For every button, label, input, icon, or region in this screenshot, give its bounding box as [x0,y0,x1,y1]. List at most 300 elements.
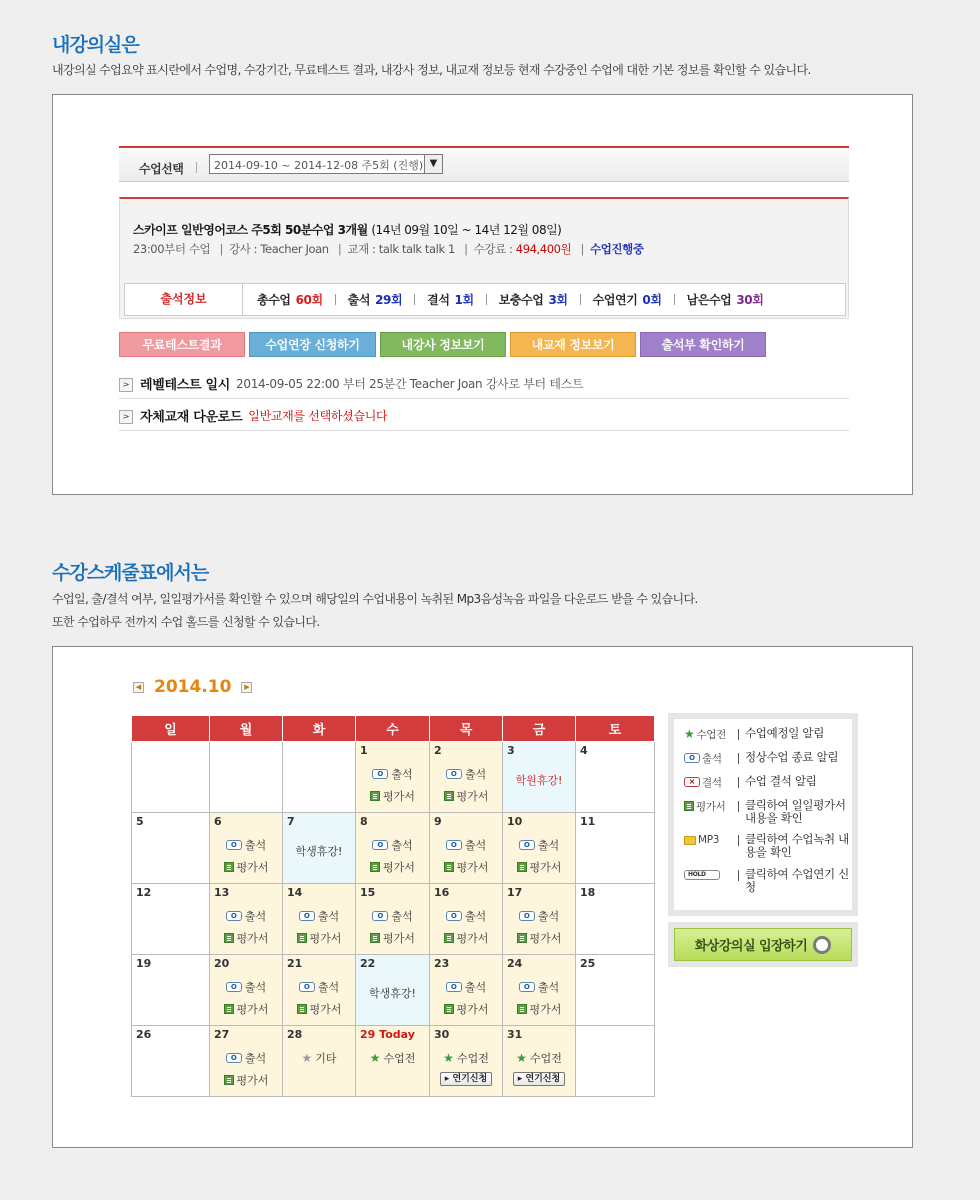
attendance-stat-label: 총수업 [257,293,291,307]
attendance-icon: O [446,769,462,779]
student-holiday-label: 학생휴강! [295,845,343,858]
evaluation-icon [517,1004,527,1014]
star-green-icon: ★ [443,1051,454,1065]
attendance-entry[interactable] [210,908,282,924]
attendance-stat [348,291,402,308]
attendance-icon: O [372,911,388,921]
attendance-stat-value: 29회 [375,293,403,307]
divider [738,835,739,846]
evaluation-link-label: 평가서 [383,790,415,803]
attendance-entry[interactable] [503,979,575,995]
evaluation-link-label: 평가서 [529,1003,562,1016]
evaluation-link[interactable] [430,930,502,946]
evaluation-link-label: 평가서 [236,861,269,874]
attendance-entry[interactable] [356,837,429,853]
attendance-stat-label: 수업연기 [592,293,638,307]
attendance-entry[interactable] [430,837,502,853]
section2-description-2: 또한 수업하루 전까지 수업 홀드를 신청할 수 있습니다. [52,615,320,629]
calendar-day [283,1026,356,1097]
legend-description: 클릭하여 수업연기 신청 [745,867,849,894]
school-holiday-label: 학원휴강! [515,774,563,787]
evaluation-link-label: 평가서 [456,790,489,803]
before-class-entry[interactable] [356,1050,429,1066]
level-test-label: 레벨테스트 일시 [140,377,231,393]
attendance-entry-label: 출석 [537,839,560,852]
day-number: 1 [360,744,368,757]
schedule-calendar [131,715,655,1097]
day-number: 14 [287,886,303,899]
evaluation-link[interactable] [356,930,429,946]
divider [738,801,739,812]
calendar-day [430,1026,503,1097]
calendar-week [132,884,655,955]
legend-item [684,868,857,894]
day-number: 13 [214,886,230,899]
etc-entry-label: 기타 [315,1052,337,1065]
before-class-entry[interactable] [430,1050,502,1066]
divider [738,870,739,881]
evaluation-link[interactable] [210,930,282,946]
course-details: 23:00부터 수업 | 강사 : Teacher Joan | 교재 : talk talk talk 1 | 수강료 : 494,400원 | 수업진행중 [133,242,644,256]
attendance-icon: O [519,840,535,850]
calendar-day [283,884,356,955]
day-number: 25 [580,957,596,970]
star-green-icon: ★ [516,1051,527,1065]
attendance-stat-value: 0회 [642,293,662,307]
calendar-week [132,813,655,884]
attendance-stat-value: 30회 [736,293,764,307]
evaluation-icon [370,791,380,801]
attendance-entry[interactable] [283,908,355,924]
day-number: 12 [136,886,152,899]
calendar-day [132,742,210,813]
attendance-entry-label: 출석 [464,981,487,994]
day-number: 6 [214,815,222,828]
legend-description: 수업예정일 알림 [745,726,825,740]
attendance-icon: O [299,911,315,921]
course-teacher: 강사 : Teacher Joan [228,242,329,256]
download-label[interactable]: 자체교재 다운로드 [140,409,243,425]
course-select-value: 2014-09-10 ~ 2014-12-08 주5회 (진행) [214,159,424,172]
folder-icon [684,836,696,845]
divider [738,777,739,788]
attendance-stat-label: 보충수업 [498,293,544,307]
before-class-entry-label: 수업전 [456,1052,489,1065]
attendance-book-button[interactable]: 출석부 확인하기 [640,332,766,357]
delay-request-row [430,1072,502,1086]
evaluation-link-label: 평가서 [383,932,415,945]
attendance-entry-label: 출석 [244,1052,267,1065]
calendar-week [132,1026,655,1097]
calendar-day [283,955,356,1026]
before-class-entry[interactable] [503,1050,575,1066]
evaluation-icon [297,1004,307,1014]
attendance-entry-label: 출석 [244,910,267,923]
legend-key [684,833,734,847]
headset-icon [813,936,831,954]
attendance-entry-label: 출석 [537,910,560,923]
evaluation-icon [444,862,454,872]
calendar-day [132,884,210,955]
extend-course-button[interactable]: 수업연장 신청하기 [249,332,376,357]
attendance-entry[interactable] [210,1050,282,1066]
fee-label: 수강료 : [473,242,513,256]
evaluation-link[interactable] [210,1001,282,1017]
calendar-day [132,955,210,1026]
attendance-entry[interactable] [503,908,575,924]
prev-month-icon[interactable]: ◀ [133,682,144,693]
evaluation-link-label: 평가서 [456,861,489,874]
attendance-icon: O [446,982,462,992]
attendance-icon: O [299,982,315,992]
legend-panel [668,713,858,916]
calendar-day [210,813,283,884]
attendance-stat-label: 남은수업 [686,293,732,307]
calendar-day [576,742,655,813]
course-select-dropdown[interactable] [209,154,443,174]
day-number: 30 [434,1028,450,1041]
attendance-entry[interactable] [283,979,355,995]
course-period: (14년 09월 10일 ~ 14년 12월 08일) [371,223,562,237]
attendance-label: 출석정보 [125,284,243,315]
star-green-icon: ★ [369,1051,381,1065]
attendance-entry-label: 출석 [244,981,267,994]
attendance-entry-label: 출석 [391,839,413,852]
attendance-entry-label: 출석 [537,981,560,994]
evaluation-icon [517,933,527,943]
section2-title: 수강스케줄표에서는 [52,562,209,584]
calendar-day [503,884,576,955]
legend-key [684,775,734,789]
day-number [360,1028,415,1041]
evaluation-icon [444,1004,454,1014]
evaluation-icon [444,791,454,801]
chevron-down-icon[interactable]: ▼ [424,155,442,173]
attendance-stat-value: 1회 [454,293,474,307]
evaluation-link-label: 평가서 [456,932,489,945]
current-month: 2014.10 [154,677,232,697]
section1-title: 내강의실은 [52,34,139,56]
evaluation-link-label: 평가서 [529,932,562,945]
action-buttons [119,332,766,357]
divider [738,729,739,740]
calendar-day [283,813,356,884]
hold-icon [684,870,720,880]
attendance-icon: O [446,911,462,921]
attendance-icon: O [446,840,462,850]
calendar-day [356,955,430,1026]
divider [674,294,675,305]
calendar-day [210,955,283,1026]
schedule-panel [52,646,913,1148]
delay-request-row [503,1072,575,1086]
evaluation-link[interactable] [356,788,429,804]
evaluation-link[interactable] [283,1001,355,1017]
attendance-entry-label: 출석 [464,768,487,781]
day-number: 20 [214,957,230,970]
attendance-entry-label: 출석 [464,910,487,923]
course-select-label: 수업선택 [139,162,184,176]
day-number: 9 [434,815,442,828]
day-number: 31 [507,1028,523,1041]
attendance-stat-label: 출석 [347,293,371,307]
legend-item [684,751,857,765]
weekday-header: 월 [210,716,283,742]
legend-item [684,833,857,859]
weekday-header: 화 [283,716,356,742]
evaluation-icon [684,801,694,811]
absence-icon: × [684,777,700,787]
evaluation-link[interactable] [210,859,282,875]
legend-key-label: 출석 [702,752,722,765]
attendance-icon: O [226,1053,242,1063]
legend-key-label: 결석 [702,776,722,789]
evaluation-icon [224,1004,234,1014]
before-class-entry-label: 수업전 [529,1052,562,1065]
today-label: Today [379,1028,415,1041]
evaluation-link[interactable] [430,788,502,804]
course-select-bar [119,146,849,182]
attendance-entry-label: 출석 [464,839,487,852]
attendance-icon: O [226,911,242,921]
day-number: 22 [360,957,376,970]
section2-description-1: 수업일, 출/결석 여부, 일일평가서를 확인할 수 있으며 해당일의 수업내용이 녹취된 Mp3음성녹음 파일을 다운로드 받을 수 있습니다. [52,592,698,606]
attendance-entry[interactable] [210,837,282,853]
calendar-day [430,813,503,884]
course-status: 수업진행중 [590,242,644,256]
day-number: 27 [214,1028,230,1041]
attendance-icon: O [519,911,535,921]
evaluation-icon [297,933,307,943]
attendance-entry-label: 출석 [391,910,413,923]
calendar-day [132,1026,210,1097]
legend-item [684,799,857,825]
calendar-day [503,955,576,1026]
evaluation-link-label: 평가서 [383,861,415,874]
course-title [133,221,561,238]
play-icon: ▸ [444,1074,453,1084]
attendance-entry[interactable] [503,837,575,853]
divider [414,294,415,305]
legend-item [684,775,857,789]
calendar-week [132,742,655,813]
evaluation-link[interactable] [356,859,429,875]
student-holiday-label: 학생휴강! [369,987,416,1000]
calendar-day [430,884,503,955]
weekday-header: 일 [132,716,210,742]
calendar-day [430,742,503,813]
evaluation-link[interactable] [503,859,575,875]
day-number: 2 [434,744,442,757]
day-number: 10 [507,815,523,828]
calendar-day [576,1026,655,1097]
level-test-row [119,368,849,399]
divider [486,294,487,305]
day-number: 3 [507,744,515,757]
calendar-day [356,742,430,813]
attendance-entry[interactable] [356,908,429,924]
book-info-button[interactable]: 내교재 정보보기 [510,332,636,357]
legend-description: 클릭하여 수업녹취 내용을 확인 [745,832,849,859]
delay-request-button[interactable] [513,1072,565,1086]
evaluation-link-label: 평가서 [236,1003,269,1016]
calendar-day [210,742,283,813]
attendance-stat [427,291,474,308]
day-number: 4 [580,744,588,757]
course-book: 교재 : talk talk talk 1 [347,242,455,256]
calendar-day [356,884,430,955]
calendar-day [283,742,356,813]
free-test-result-button[interactable]: 무료테스트결과 [119,332,245,357]
legend-description: 정상수업 종료 알림 [745,750,839,764]
delay-request-button[interactable] [440,1072,492,1086]
evaluation-link[interactable] [430,1001,502,1017]
teacher-info-button[interactable]: 내강사 정보보기 [380,332,506,357]
day-number: 24 [507,957,523,970]
calendar-day [132,813,210,884]
day-number: 17 [507,886,523,899]
day-number: 26 [136,1028,152,1041]
evaluation-link[interactable] [210,1072,282,1088]
calendar-day [503,813,576,884]
calendar-day [430,955,503,1026]
attendance-items [257,284,763,315]
day-number: 18 [580,886,596,899]
attendance-stat [499,291,568,308]
attendance-icon: O [519,982,535,992]
delay-request-label: 연기신청 [525,1074,561,1084]
attendance-icon: O [372,769,388,779]
attendance-entry[interactable] [430,979,502,995]
etc-entry[interactable] [283,1050,355,1066]
evaluation-icon [444,933,454,943]
month-navigation [133,677,252,697]
day-number: 19 [136,957,152,970]
calendar-week [132,955,655,1026]
calendar-day [503,742,576,813]
star-gray-icon: ★ [301,1051,313,1065]
attendance-icon: O [226,840,242,850]
arrow-right-icon: > [119,410,133,424]
evaluation-icon [370,862,380,872]
divider [580,294,581,305]
calendar-day [210,884,283,955]
enter-classroom-button[interactable] [668,922,858,967]
calendar-day [356,813,430,884]
day-number: 23 [434,957,450,970]
star-green-icon: ★ [684,727,695,741]
attendance-stat [593,291,662,308]
calendar-day [576,813,655,884]
attendance-entry[interactable] [356,766,429,782]
attendance-row [124,283,846,316]
arrow-right-icon: > [119,378,133,392]
evaluation-link[interactable] [503,1001,575,1017]
hold-icon-text: HOLD [688,871,706,878]
evaluation-icon [224,1075,234,1085]
legend-description: 수업 결석 알림 [745,774,817,788]
attendance-icon: O [226,982,242,992]
attendance-icon: O [684,753,700,763]
evaluation-icon [517,862,527,872]
day-number-value: 29 [360,1028,376,1041]
weekday-header: 목 [430,716,503,742]
evaluation-link[interactable] [283,930,355,946]
evaluation-link-label: 평가서 [309,932,342,945]
attendance-entry[interactable] [430,766,502,782]
attendance-entry-label: 출석 [317,910,340,923]
course-info-area [119,197,849,319]
attendance-entry[interactable] [430,908,502,924]
day-number: 11 [580,815,596,828]
calendar-day [576,955,655,1026]
attendance-stat [257,291,323,308]
day-number: 7 [287,815,295,828]
attendance-stat [687,291,764,308]
evaluation-link-label: 평가서 [529,861,562,874]
evaluation-link-label: 평가서 [236,932,269,945]
delay-request-label: 연기신청 [452,1074,488,1084]
classroom-summary-panel [52,94,913,495]
divider [738,753,739,764]
day-number: 28 [287,1028,303,1041]
attendance-entry-label: 출석 [244,839,267,852]
calendar-day [356,1026,430,1097]
course-fee: 494,400원 [515,242,572,256]
evaluation-icon [370,933,380,943]
next-month-icon[interactable]: ▶ [241,682,252,693]
legend-key [684,868,734,882]
calendar-day [503,1026,576,1097]
evaluation-link[interactable] [430,859,502,875]
attendance-stat-value: 3회 [548,293,568,307]
play-icon: ▸ [517,1074,526,1084]
attendance-entry-label: 출석 [391,768,413,781]
evaluation-icon [224,933,234,943]
legend-key-label: MP3 [698,834,720,846]
day-number: 16 [434,886,450,899]
legend-key [684,727,734,741]
course-time: 23:00부터 수업 [133,242,211,256]
day-number: 5 [136,815,144,828]
legend-item [684,727,857,741]
attendance-entry[interactable] [210,979,282,995]
evaluation-link[interactable] [503,930,575,946]
legend-key-label: 평가서 [696,800,726,813]
weekday-header: 토 [576,716,655,742]
weekday-header: 금 [503,716,576,742]
evaluation-link-label: 평가서 [309,1003,342,1016]
attendance-icon: O [372,840,388,850]
download-row [119,400,849,431]
weekday-header: 수 [356,716,430,742]
download-text: 일반교재를 선택하셨습니다 [248,408,388,423]
section1-description: 내강의실 수업요약 표시란에서 수업명, 수강기간, 무료테스트 결과, 내강사 정보, 내교재 정보등 현재 수강중인 수업에 대한 기본 정보를 확인할 수 있습니다. [52,63,811,77]
day-number: 21 [287,957,303,970]
attendance-stat-value: 60회 [295,293,323,307]
divider [335,294,336,305]
calendar-day [210,1026,283,1097]
course-name: 스카이프 일반영어코스 주5회 50분수업 3개월 [133,223,368,237]
legend-key [684,799,734,813]
legend-key [684,751,734,765]
evaluation-icon [224,862,234,872]
before-class-entry-label: 수업전 [383,1052,416,1065]
attendance-stat-label: 결석 [427,293,450,307]
day-number: 15 [360,886,376,899]
attendance-entry-label: 출석 [317,981,340,994]
legend-description: 클릭하여 일일평가서 내용을 확인 [745,798,846,825]
